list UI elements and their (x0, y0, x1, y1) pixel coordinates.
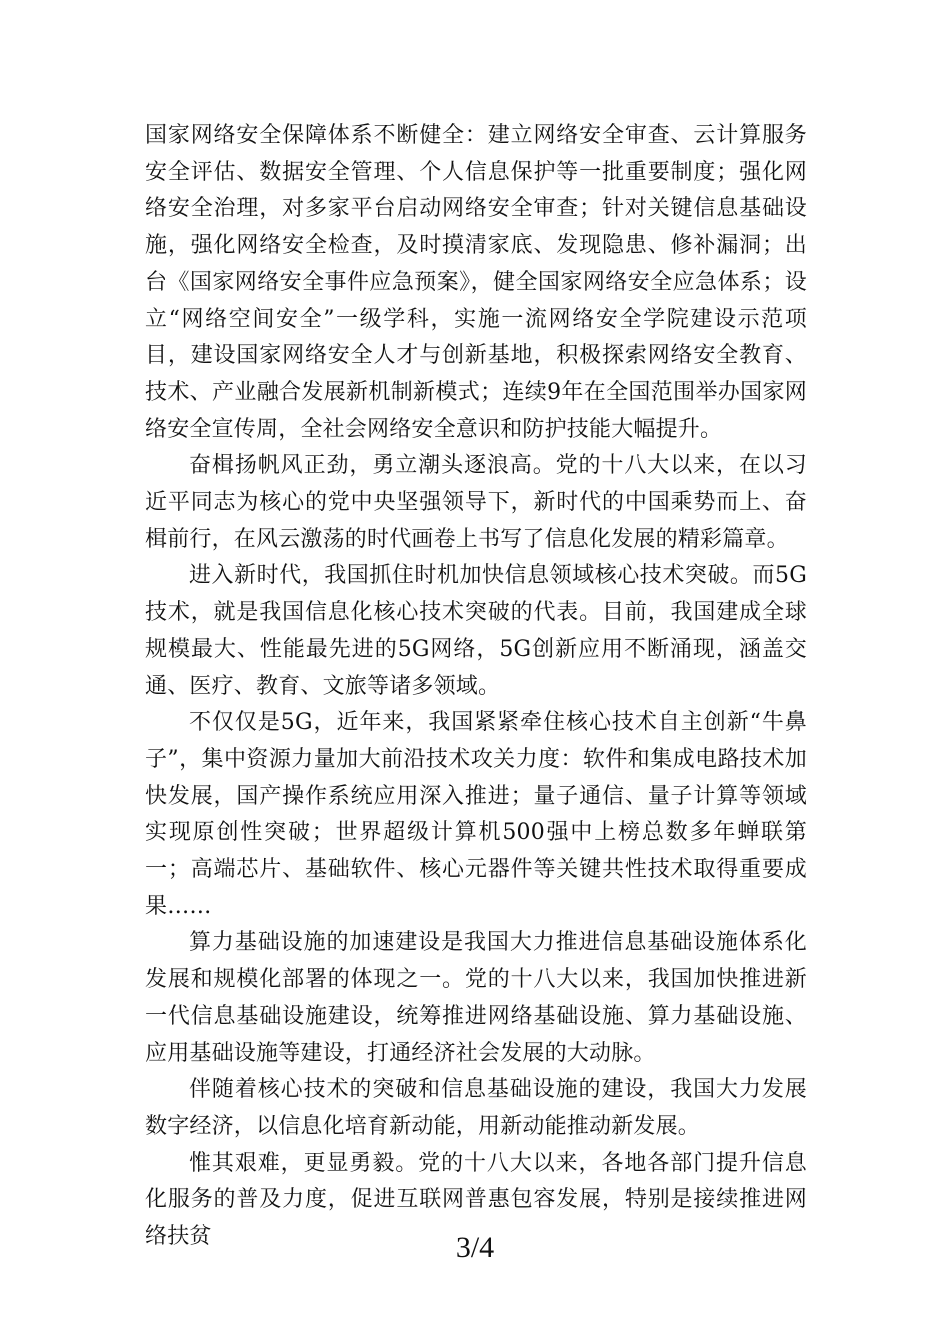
paragraph-7: 惟其艰难，更显勇毅。党的十八大以来，各地各部门提升信息化服务的普及力度，促进互联网普惠包容发展，特别是接续推进网络扶贫 (145, 1150, 807, 1250)
paragraph-1: 国家网络安全保障体系不断健全：建立网络安全审查、云计算服务安全评估、数据安全管理、个人信息保护等一批重要制度；强化网络安全治理，对多家平台启动网络安全审查；针对关键信息基础设施，强化网络安全检查，及时摸清家底、发现隐患、修补漏洞；出台《国家网络安全事件应急预案》，健全国家网络安全应急体系；设立“网络空间安全”一级学科，实施一流网络安全学院建设示范项目，建设国家网络安全人才与创新基地，积极探索网络安全教育、技术、产业融合发展新机制新模式；连续9年在全国范围举办国家网络安全宣传周，全社会网络安全意识和防护技能大幅提升。 (145, 123, 807, 442)
paragraph-4: 不仅仅是5G，近年来，我国紧紧牵住核心技术自主创新“牛鼻子”，集中资源力量加大前沿技术攻关力度：软件和集成电路技术加快发展，国产操作系统应用深入推进；量子通信、量子计算等领域实现原创性突破；世界超级计算机500强中上榜总数多年蝉联第一；高端芯片、基础软件、核心元器件等关键共性技术取得重要成果…… (145, 710, 807, 919)
paragraph-5: 算力基础设施的加速建设是我国大力推进信息基础设施体系化发展和规模化部署的体现之一。党的十八大以来，我国加快推进新一代信息基础设施建设，统筹推进网络基础设施、算力基础设施、应用基础设施等建设，打通经济社会发展的大动脉。 (145, 930, 807, 1066)
paragraph-2: 奋楫扬帆风正劲，勇立潮头逐浪高。党的十八大以来，在以习近平同志为核心的党中央坚强领导下，新时代的中国乘势而上、奋楫前行，在风云激荡的时代画卷上书写了信息化发展的精彩篇章。 (145, 453, 807, 552)
document-body (145, 118, 807, 1256)
page-number: 3/4 (455, 1231, 495, 1264)
paragraph-3: 进入新时代，我国抓住时机加快信息领域核心技术突破。而5G技术，就是我国信息化核心技术突破的代表。目前，我国建成全球规模最大、性能最先进的5G网络，5G创新应用不断涌现，涵盖交通、医疗、教育、文旅等诸多领域。 (145, 563, 807, 699)
paragraph-6: 伴随着核心技术的突破和信息基础设施的建设，我国大力发展数字经济，以信息化培育新动能，用新动能推动新发展。 (145, 1077, 807, 1139)
